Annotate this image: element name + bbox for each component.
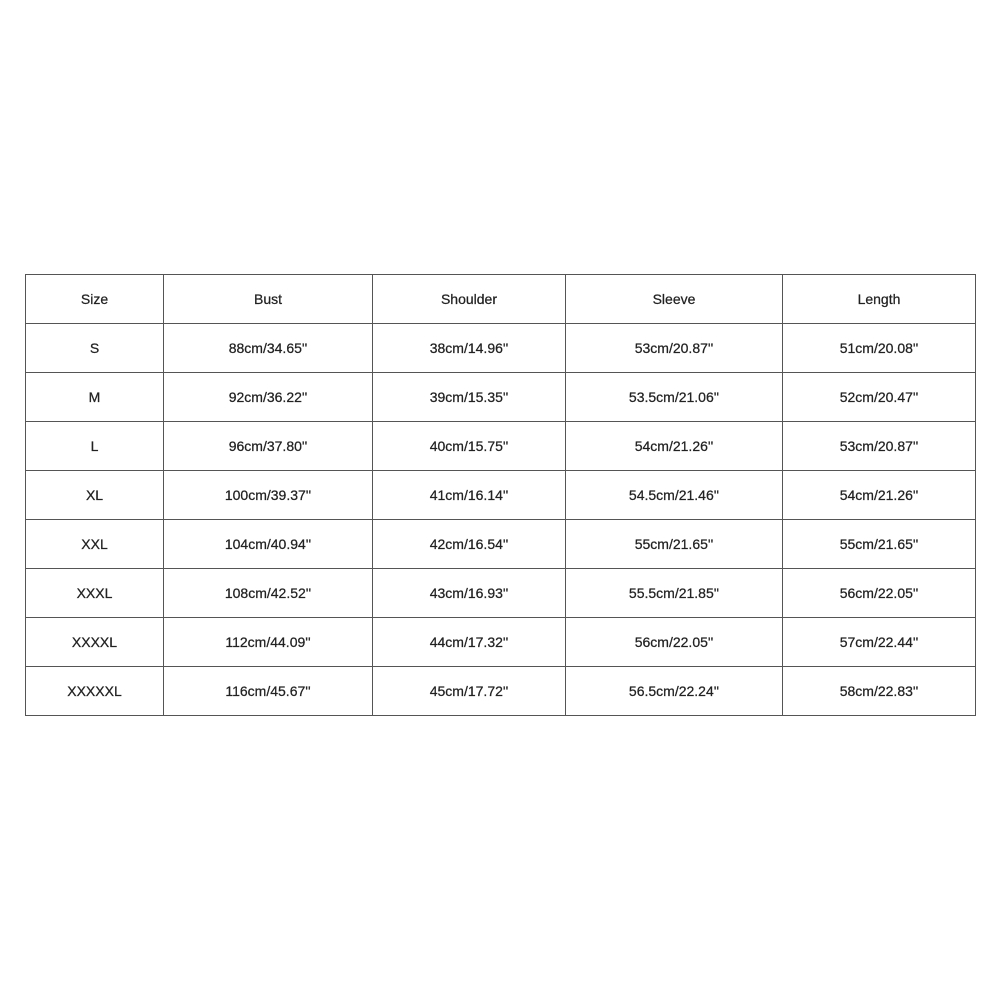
cell-shoulder: 39cm/15.35'' [373, 373, 566, 422]
header-row [26, 275, 976, 324]
table-row [26, 520, 976, 569]
cell-size: XL [26, 471, 164, 520]
table-row [26, 324, 976, 373]
cell-length: 57cm/22.44'' [783, 618, 976, 667]
cell-bust: 112cm/44.09'' [164, 618, 373, 667]
cell-sleeve: 55.5cm/21.85'' [566, 569, 783, 618]
cell-bust: 92cm/36.22'' [164, 373, 373, 422]
cell-length: 55cm/21.65'' [783, 520, 976, 569]
table-row [26, 618, 976, 667]
size-chart-table [25, 274, 976, 716]
header-bust: Bust [164, 275, 373, 324]
table-row [26, 422, 976, 471]
cell-bust: 100cm/39.37'' [164, 471, 373, 520]
cell-sleeve: 54cm/21.26'' [566, 422, 783, 471]
cell-sleeve: 53.5cm/21.06'' [566, 373, 783, 422]
cell-length: 52cm/20.47'' [783, 373, 976, 422]
cell-length: 54cm/21.26'' [783, 471, 976, 520]
cell-bust: 108cm/42.52'' [164, 569, 373, 618]
cell-bust: 116cm/45.67'' [164, 667, 373, 716]
cell-sleeve: 55cm/21.65'' [566, 520, 783, 569]
cell-size: L [26, 422, 164, 471]
header-length: Length [783, 275, 976, 324]
header-sleeve: Sleeve [566, 275, 783, 324]
cell-shoulder: 44cm/17.32'' [373, 618, 566, 667]
cell-sleeve: 56cm/22.05'' [566, 618, 783, 667]
cell-shoulder: 40cm/15.75'' [373, 422, 566, 471]
cell-bust: 88cm/34.65'' [164, 324, 373, 373]
cell-shoulder: 38cm/14.96'' [373, 324, 566, 373]
cell-sleeve: 54.5cm/21.46'' [566, 471, 783, 520]
cell-size: M [26, 373, 164, 422]
cell-shoulder: 41cm/16.14'' [373, 471, 566, 520]
cell-bust: 96cm/37.80'' [164, 422, 373, 471]
cell-sleeve: 53cm/20.87'' [566, 324, 783, 373]
table-row [26, 569, 976, 618]
cell-length: 53cm/20.87'' [783, 422, 976, 471]
cell-length: 51cm/20.08'' [783, 324, 976, 373]
cell-size: XXXXXL [26, 667, 164, 716]
cell-sleeve: 56.5cm/22.24'' [566, 667, 783, 716]
cell-size: XXXXL [26, 618, 164, 667]
table-row [26, 373, 976, 422]
header-size: Size [26, 275, 164, 324]
cell-shoulder: 45cm/17.72'' [373, 667, 566, 716]
cell-length: 56cm/22.05'' [783, 569, 976, 618]
cell-size: XXXL [26, 569, 164, 618]
cell-shoulder: 43cm/16.93'' [373, 569, 566, 618]
cell-shoulder: 42cm/16.54'' [373, 520, 566, 569]
cell-length: 58cm/22.83'' [783, 667, 976, 716]
cell-bust: 104cm/40.94'' [164, 520, 373, 569]
header-shoulder: Shoulder [373, 275, 566, 324]
cell-size: XXL [26, 520, 164, 569]
cell-size: S [26, 324, 164, 373]
table-row [26, 667, 976, 716]
table-row [26, 471, 976, 520]
